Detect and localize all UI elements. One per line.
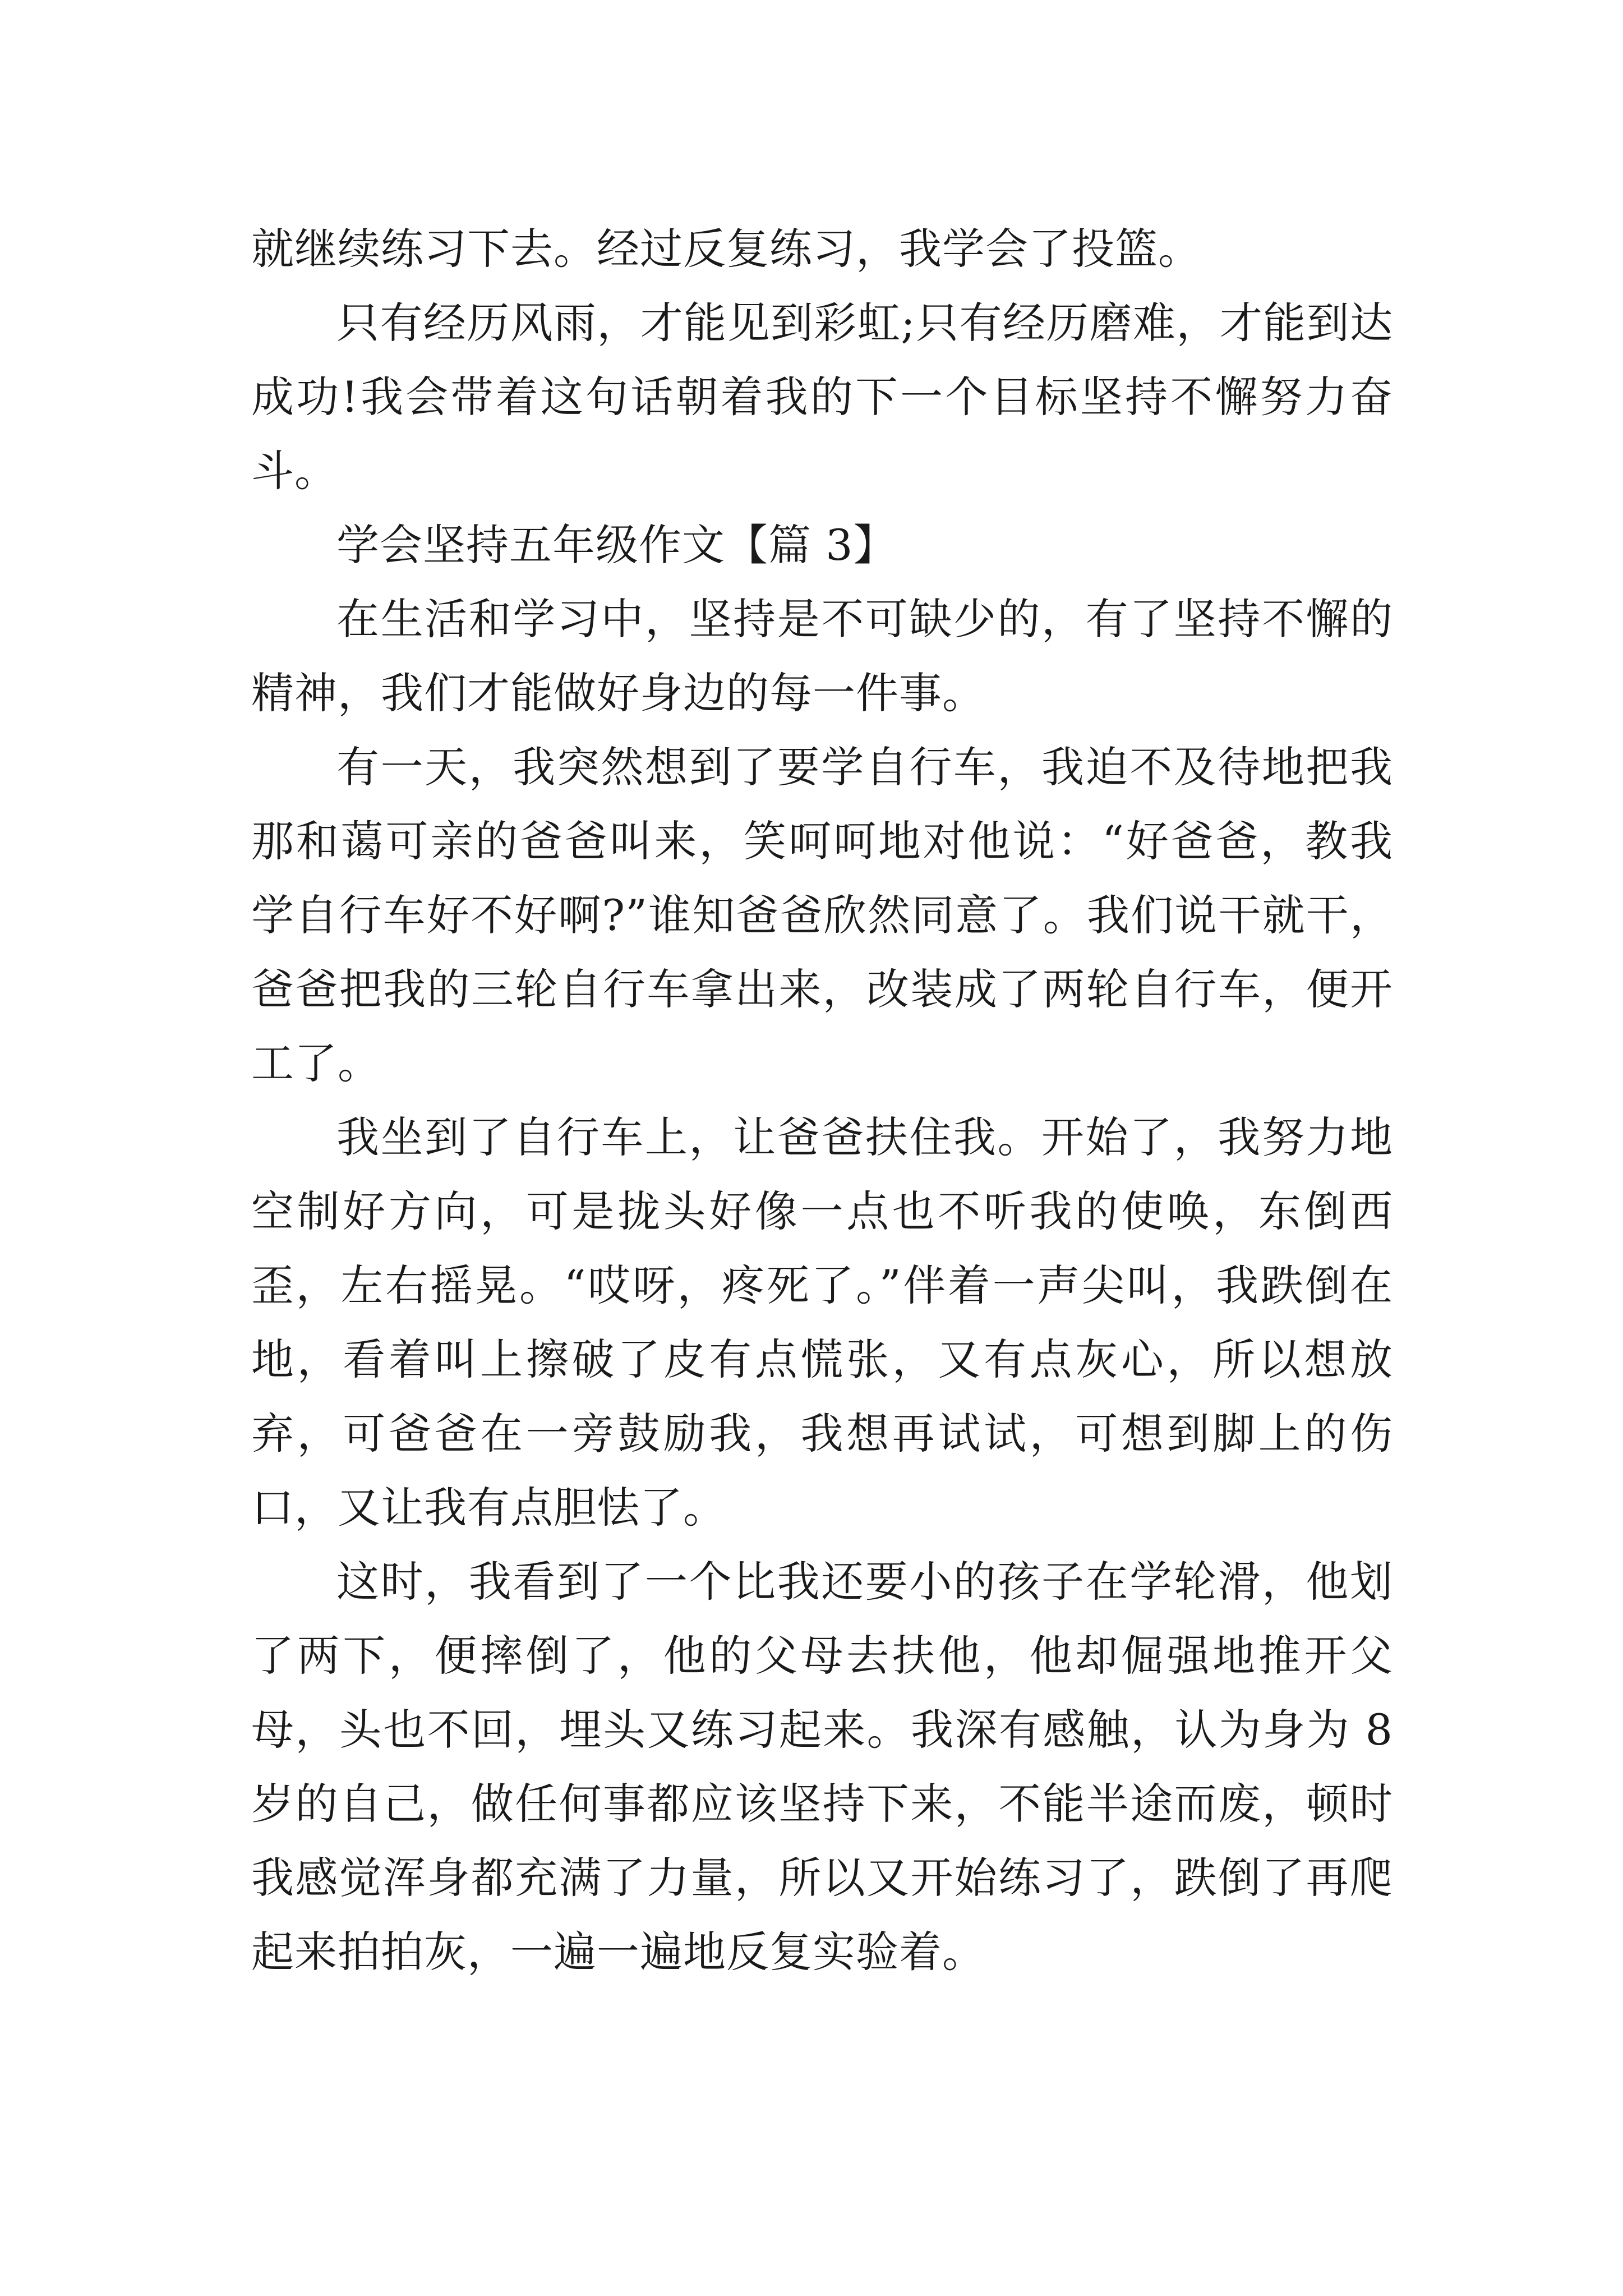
paragraph-bicycle-request: 有一天，我突然想到了要学自行车，我迫不及待地把我那和蔼可亲的爸爸叫来，笑呵呵地对他说：“好爸爸，教我学自行车好不好啊?”谁知爸爸欣然同意了。我们说干就干，爸爸把我的三轮自行车拿出来，改装成了两轮自行车，便开工了。 [251, 742, 1393, 1088]
paragraph-first-attempt: 我坐到了自行车上，让爸爸扶住我。开始了，我努力地空制好方向，可是拢头好像一点也不听我的使唤，东倒西歪，左右摇晃。“哎呀，疼死了。”伴着一声尖叫，我跌倒在地，看着叫上擦破了皮有点慌张，又有点灰心，所以想放弃，可爸爸在一旁鼓励我，我想再试试，可想到脚上的伤口，又让我有点胆怯了。 [251, 1112, 1393, 1533]
paragraph-continued: 就继续练习下去。经过反复练习，我学会了投篮。 [251, 224, 1201, 274]
paragraph-intro: 在生活和学习中，坚持是不可缺少的，有了坚持不懈的精神，我们才能做好身边的每一件事。 [251, 594, 1393, 718]
paragraph-conclusion: 只有经历风雨，才能见到彩虹;只有经历磨难，才能到达成功!我会带着这句话朝着我的下一个目标坚持不懈努力奋斗。 [251, 298, 1393, 496]
paragraph-inspiration: 这时，我看到了一个比我还要小的孩子在学轮滑，他划了两下，便摔倒了，他的父母去扶他，他却倔强地推开父母，头也不回，埋头又练习起来。我深有感触，认为身为 8 岁的自己，做任何事都应该坚持下来，不能半途而废，顿时我感觉浑身都充满了力量，所以又开始练习了，跌倒了再爬起来拍拍灰，一遍一遍地反复实验着。 [251, 1557, 1393, 1977]
document-body [251, 212, 1393, 1989]
essay-heading: 学会坚持五年级作文【篇 3】 [336, 520, 897, 570]
